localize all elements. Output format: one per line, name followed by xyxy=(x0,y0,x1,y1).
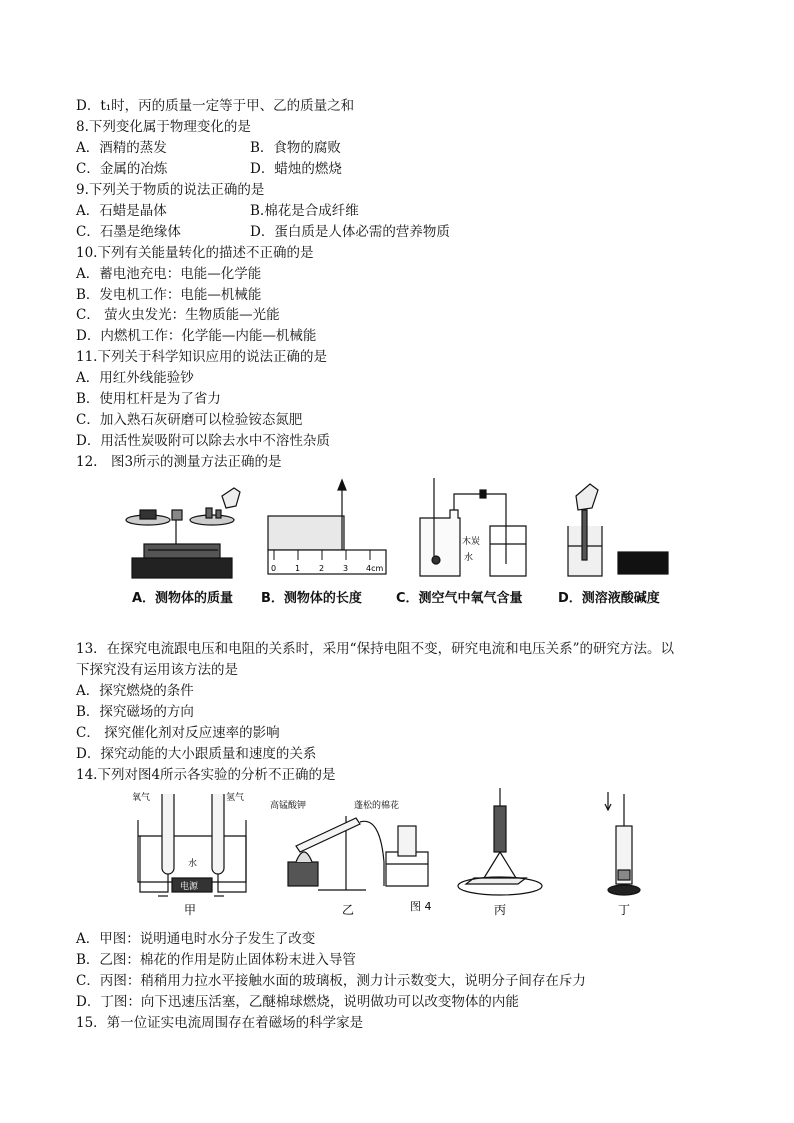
q9-options-cd xyxy=(76,223,450,241)
q9-option-d: D．蛋白质是人体必需的营养物质 xyxy=(250,224,450,240)
figure-3 xyxy=(118,476,680,610)
caption-b: B．测物体的长度 xyxy=(261,591,362,606)
panel-jia: 甲 xyxy=(184,903,197,917)
ruler-tick-1: 1 xyxy=(295,564,301,573)
ruler-tick-4: 4cm xyxy=(366,564,384,573)
q11-stem: 11.下列关于科学知识应用的说法正确的是 xyxy=(76,349,327,365)
figure-4 xyxy=(128,786,658,918)
ruler-tick-0: 0 xyxy=(271,564,277,573)
q15-stem: 15．第一位证实电流周围存在着磁场的科学家是 xyxy=(76,1015,364,1031)
q13-option-d: D．探究动能的大小跟质量和速度的关系 xyxy=(76,746,317,762)
q9-option-c: C．石墨是绝缘体 xyxy=(76,224,181,240)
q8-option-b: B．食物的腐败 xyxy=(250,140,341,156)
caption-a: A．测物体的质量 xyxy=(132,591,234,606)
q10-option-b: B．发电机工作：电能—机械能 xyxy=(76,287,262,303)
q13-option-c: C． 探究催化剂对反应速率的影响 xyxy=(76,725,280,741)
kmno4-label: 高锰酸钾 xyxy=(270,801,307,811)
charcoal-label: 木炭 xyxy=(462,537,481,547)
q11-option-c: C．加入熟石灰研磨可以检验铵态氮肥 xyxy=(76,412,303,428)
q8-option-a: A．酒精的蒸发 xyxy=(76,140,167,156)
q8-options-ab xyxy=(76,139,341,157)
q10-option-d: D．内燃机工作：化学能—内能—机械能 xyxy=(76,328,317,344)
q9-option-b: B.棉花是合成纤维 xyxy=(250,203,359,219)
figure-4-illustration xyxy=(128,786,658,918)
panel-ding: 丁 xyxy=(618,903,631,917)
spring-scale-illustration xyxy=(458,788,542,895)
q14-stem: 14.下列对图4所示各实验的分析不正确的是 xyxy=(76,767,336,783)
q8-option-d: D．蜡烛的燃烧 xyxy=(250,161,342,177)
ruler-illustration xyxy=(268,480,386,574)
figure-4-label: 图 4 xyxy=(410,900,432,913)
q10-stem: 10.下列有关能量转化的描述不正确的是 xyxy=(76,245,314,261)
q11-option-d: D．用活性炭吸附可以除去水中不溶性杂质 xyxy=(76,433,330,449)
panel-yi: 乙 xyxy=(342,903,355,917)
ph-test-illustration xyxy=(568,484,668,576)
caption-c: C．测空气中氧气含量 xyxy=(396,591,523,606)
q14-option-b: B．乙图：棉花的作用是防止固体粉末进入导管 xyxy=(76,952,356,968)
q11-option-b: B．使用杠杆是为了省力 xyxy=(76,391,221,407)
q9-option-a: A．石蜡是晶体 xyxy=(76,203,167,219)
q10-option-a: A．蓄电池充电：电能—化学能 xyxy=(76,266,262,282)
ruler-tick-3: 3 xyxy=(343,564,349,573)
q8-option-c: C．金属的冶炼 xyxy=(76,161,168,177)
panel-bing: 丙 xyxy=(494,903,507,917)
electrolysis-illustration xyxy=(138,794,246,896)
balance-illustration xyxy=(126,488,240,578)
power-label: 电源 xyxy=(180,882,199,892)
q8-options-cd xyxy=(76,160,342,178)
water-label: 水 xyxy=(464,553,474,563)
q13-option-a: A．探究燃烧的条件 xyxy=(76,683,194,699)
q13-stem-line1: 13．在探究电流跟电压和电阻的关系时，采用“保持电阻不变，研究电流和电压关系”的研究方法。以 xyxy=(76,641,674,657)
fire-syringe-illustration xyxy=(605,792,640,895)
q13-option-b: B．探究磁场的方向 xyxy=(76,704,194,720)
q14-option-c: C．丙图：稍稍用力拉水平接触水面的玻璃板，测力计示数变大，说明分子间存在斥力 xyxy=(76,973,586,989)
cotton-label: 蓬松的棉花 xyxy=(354,801,400,811)
q9-options-ab xyxy=(76,202,359,220)
ruler-tick-2: 2 xyxy=(319,564,325,573)
q13-stem-line2: 下探究没有运用该方法的是 xyxy=(76,662,238,678)
q9-stem: 9.下列关于物质的说法正确的是 xyxy=(76,182,265,198)
water-label-2: 水 xyxy=(188,859,198,869)
q12-stem: 12. 图3所示的测量方法正确的是 xyxy=(76,454,282,470)
q7-option-d: D．t₁时，丙的质量一定等于甲、乙的质量之和 xyxy=(76,98,355,114)
q8-stem: 8.下列变化属于物理变化的是 xyxy=(76,119,251,135)
q11-option-a: A．用红外线能验钞 xyxy=(76,370,194,386)
hydrogen-label: 氢气 xyxy=(226,793,245,803)
kmno4-heating-illustration xyxy=(288,816,428,890)
q10-option-c: C． 萤火虫发光：生物质能—光能 xyxy=(76,307,280,323)
q14-option-d: D．丁图：向下迅速压活塞，乙醚棉球燃烧，说明做功可以改变物体的内能 xyxy=(76,994,519,1010)
oxygen-label: 氧气 xyxy=(132,793,151,803)
caption-d: D．测溶液酸碱度 xyxy=(558,591,660,606)
q14-option-a: A．甲图：说明通电时水分子发生了改变 xyxy=(76,931,316,947)
